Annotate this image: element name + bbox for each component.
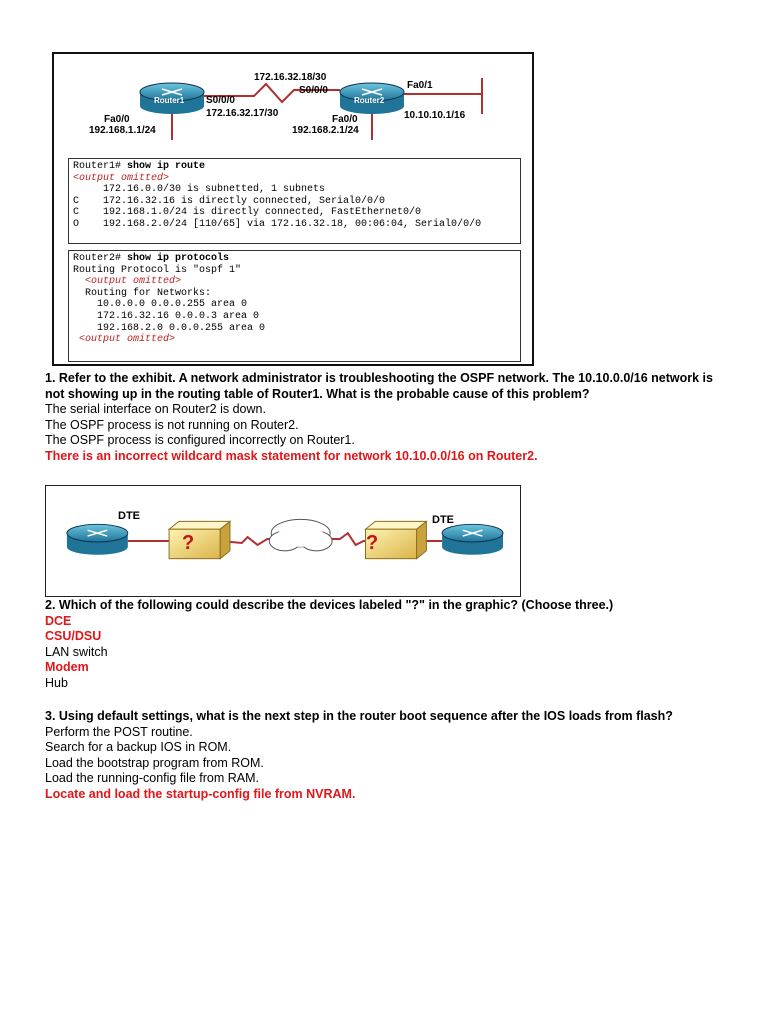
route-prompt: Router1# [73, 161, 128, 172]
dte-right-router-icon [442, 524, 503, 554]
correct-answer: CSU/DSU [45, 629, 102, 643]
ip-fa00-router2: 192.168.2.1/24 [292, 125, 359, 136]
question-2: 2. Which of the following could describe the devices labeled "?" in the graphic? (Choose three.) [45, 598, 614, 612]
wan-diagram [46, 486, 520, 596]
fa00-router2: Fa0/0 [332, 114, 358, 125]
route-line: 172.16.0.0/30 is subnetted, 1 subnets [73, 184, 326, 196]
question-2-block [45, 598, 725, 691]
route-line: C 172.16.32.16 is directly connected, Serial0/0/0 [73, 195, 386, 207]
correct-answer: There is an incorrect wildcard mask statement for network 10.10.0.0/16 on Router2. [45, 448, 538, 463]
question-1: 1. Refer to the exhibit. A network administrator is troubleshooting the OSPF network. The 10.10.0.0/16 network is not showing up in the routing table of Router1. What is the probable cause of this problem? [45, 371, 713, 401]
ip-link-top: 172.16.32.18/30 [254, 72, 327, 83]
proto-omitted: <output omitted> [73, 276, 182, 288]
ip-fa00-router1: 192.168.1.1/24 [89, 125, 156, 136]
ip-link-bottom: 172.16.32.17/30 [206, 108, 279, 119]
fa00-router1: Fa0/0 [104, 114, 130, 125]
route-line: O 192.168.2.0/24 [110/65] via 172.16.32.18, 00:06:04, Serial0/0/0 [73, 218, 482, 230]
wan-cloud-icon [269, 519, 332, 550]
proto-network: 172.16.32.16 0.0.0.3 area 0 [73, 310, 260, 322]
dte-left-router-icon [67, 524, 128, 554]
question-1-block [45, 371, 725, 464]
unknown-left-label: ? [182, 532, 195, 554]
show-ip-protocols-output [68, 250, 521, 362]
correct-answer: Modem [45, 660, 89, 674]
show-ip-route-output [68, 158, 521, 244]
question-3-block [45, 709, 725, 802]
dte-left-label: DTE [118, 510, 140, 522]
route-line: C 192.168.1.0/24 is directly connected, FastEthernet0/0 [73, 207, 422, 219]
route-omitted: <output omitted> [73, 172, 170, 184]
proto-line: Routing Protocol is "ospf 1" [73, 264, 242, 276]
s0-router1: S0/0/0 [206, 95, 235, 106]
unknown-device-left-icon [169, 521, 230, 558]
proto-prompt: Router2# [73, 253, 128, 264]
answer-option: The serial interface on Router2 is down. [45, 402, 266, 416]
proto-network: 192.168.2.0 0.0.0.255 area 0 [73, 322, 266, 334]
answer-option: The OSPF process is not running on Router2. [45, 417, 299, 432]
fa01-router2: Fa0/1 [407, 80, 433, 91]
proto-omitted: <output omitted> [73, 334, 176, 346]
answer-option: LAN switch [45, 644, 108, 659]
router1-label: Router1 [154, 96, 185, 105]
answer-option: Search for a backup IOS in ROM. [45, 740, 232, 754]
answer-option: Perform the POST routine. [45, 724, 193, 739]
s0-router2: S0/0/0 [299, 85, 328, 96]
answer-option: The OSPF process is configured incorrectly on Router1. [45, 433, 355, 447]
proto-network: 10.0.0.0 0.0.0.255 area 0 [73, 299, 248, 311]
answer-option: Hub [45, 675, 68, 690]
answer-option: Load the running-config file from RAM. [45, 771, 259, 785]
proto-line: Routing for Networks: [73, 287, 212, 299]
answer-option: Load the bootstrap program from ROM. [45, 755, 264, 770]
exhibit-1 [52, 52, 534, 366]
proto-command: show ip protocols [127, 253, 230, 264]
unknown-right-label: ? [366, 532, 379, 554]
route-command: show ip route [127, 161, 206, 172]
dte-right-label: DTE [432, 514, 454, 526]
ospf-topology-diagram [54, 54, 532, 156]
router2-label: Router2 [354, 96, 385, 105]
correct-answer: DCE [45, 613, 72, 628]
correct-answer: Locate and load the startup-config file from NVRAM. [45, 786, 356, 801]
exhibit-2 [45, 485, 521, 597]
question-3: 3. Using default settings, what is the next step in the router boot sequence after the IOS loads from flash? [45, 709, 673, 723]
ip-fa01-router2: 10.10.10.1/16 [404, 110, 466, 121]
